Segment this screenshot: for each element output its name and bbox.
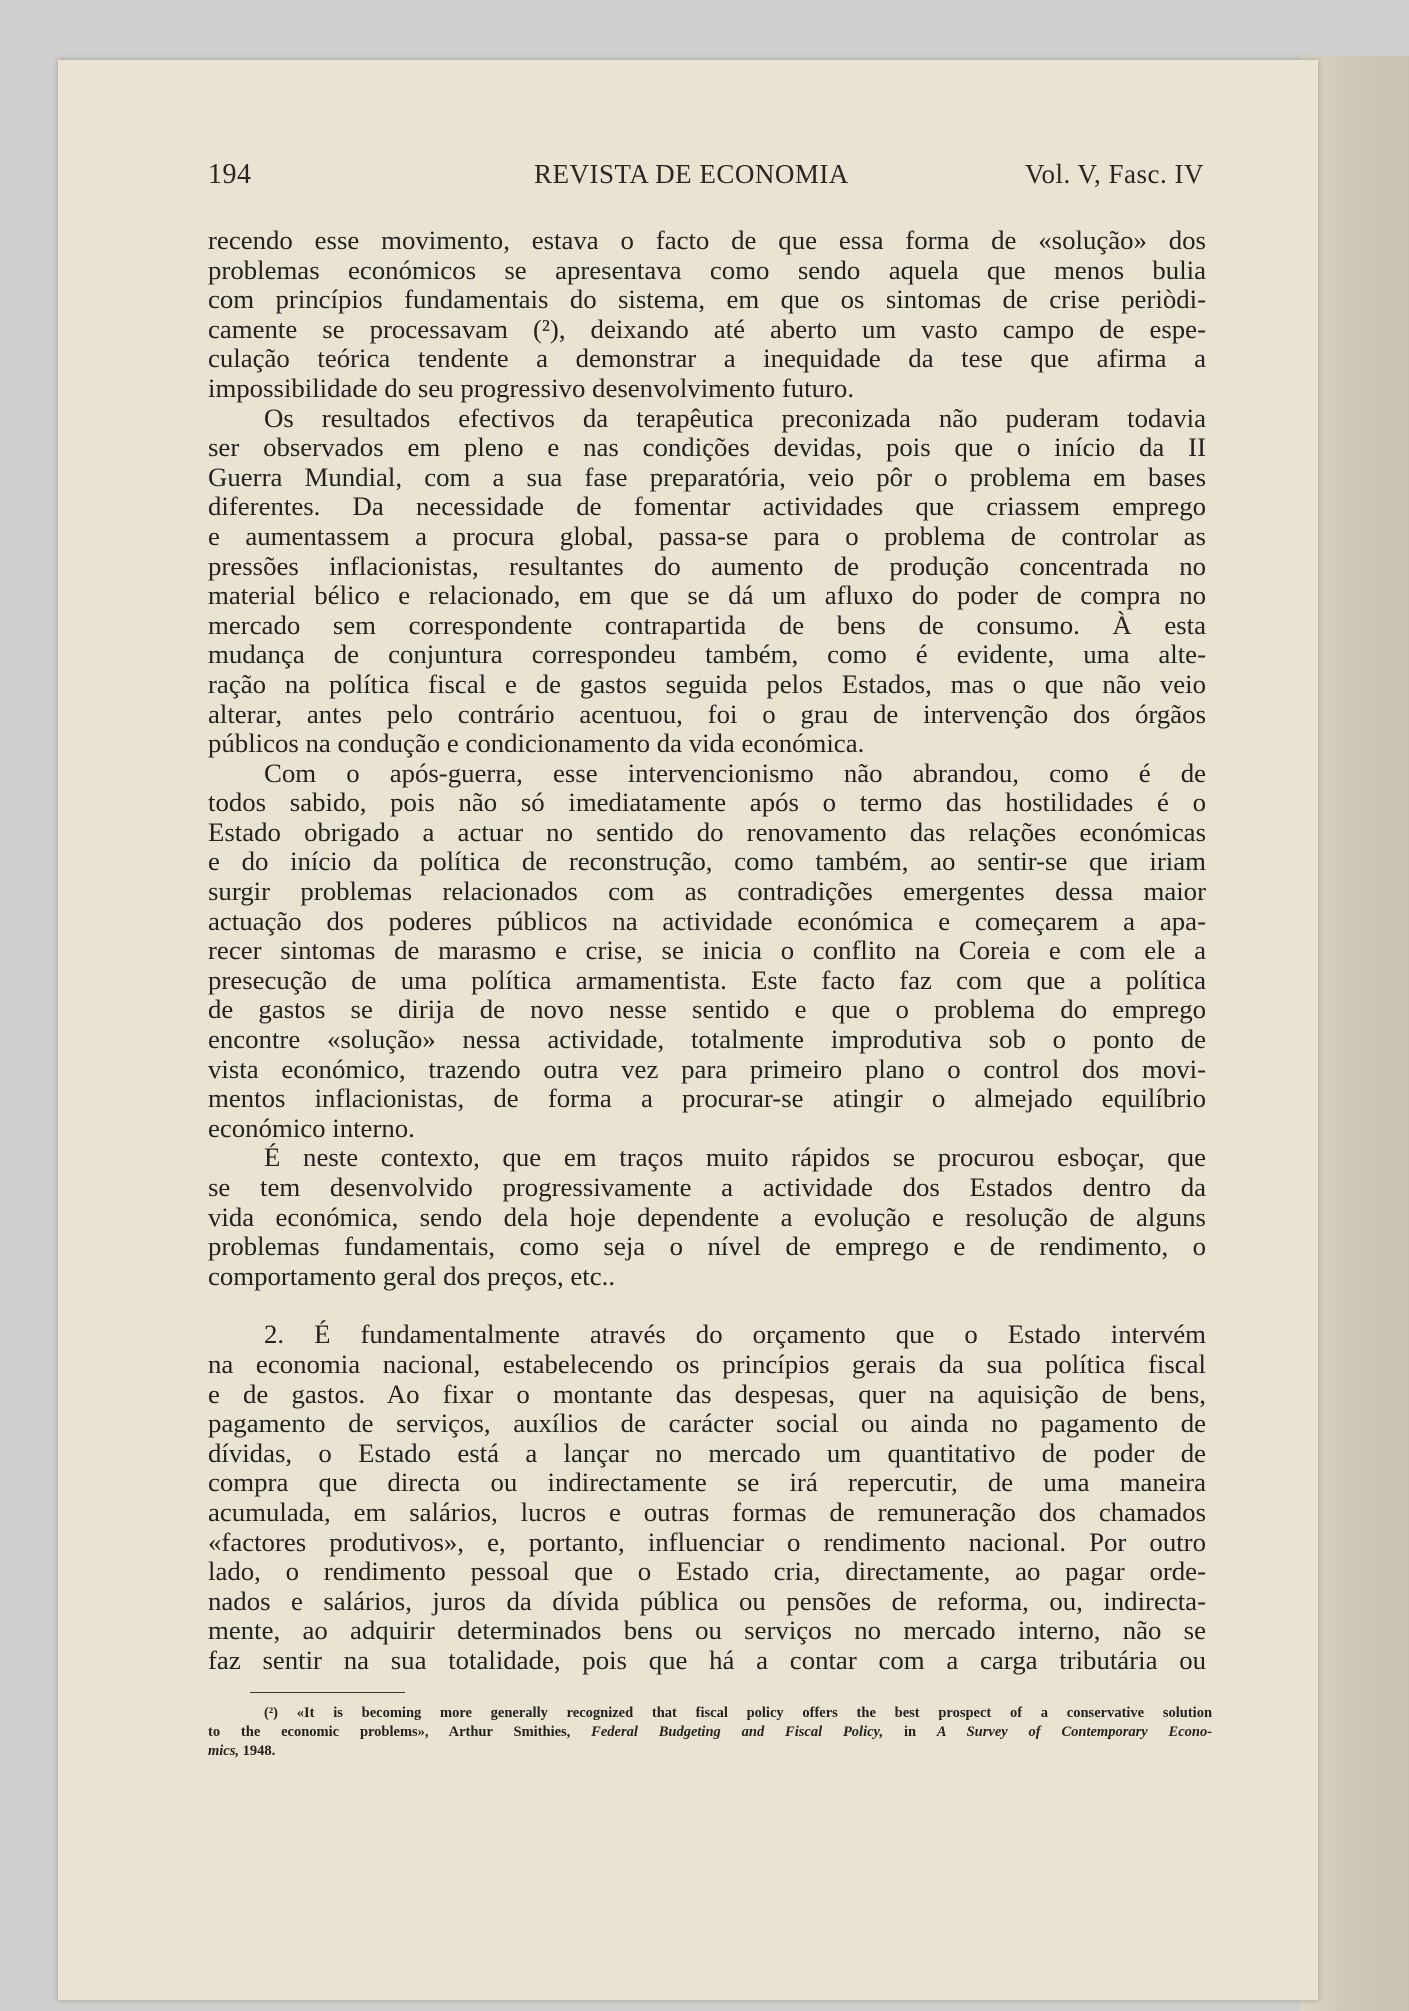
text-line: actuação dos poderes públicos na actividade económica e começarem a apa- — [208, 905, 1206, 936]
footnote-work: Federal Budgeting and Fiscal Policy, — [591, 1724, 884, 1740]
text-line: com princípios fundamentais do sistema, em que os sintomas de crise periòdi- — [208, 284, 1206, 315]
footnote-author: Arthur Smithies, — [448, 1724, 571, 1740]
text-line: mentos inflacionistas, de forma a procurar-se atingir o almejado equilíbrio — [208, 1083, 1206, 1114]
page-number: 194 — [208, 159, 252, 190]
text-line: e de gastos. Ao fixar o montante das despesas, quer na aquisição de bens, — [208, 1378, 1206, 1409]
text-line: 2. É fundamentalmente através do orçamento que o Estado intervém — [264, 1319, 1206, 1350]
footnote-quote: «It is becoming more generally recognized that fiscal policy offers the best prospect of a conservative solution — [296, 1705, 1213, 1721]
text-line: comportamento geral dos preços, etc.. — [208, 1260, 616, 1291]
text-line: todos sabido, pois não só imediatamente após o termo das hostilidades é o — [208, 787, 1206, 818]
text-line: se tem desenvolvido progressivamente a actividade dos Estados dentro da — [208, 1172, 1206, 1202]
text-line: «factores produtivos», e, portanto, influenciar o rendimento nacional. Por outro — [208, 1526, 1206, 1557]
footnote-book: A Survey of Contemporary Econo- — [936, 1724, 1213, 1740]
footnote-separator — [250, 1692, 405, 1693]
text-line: mudança de conjuntura correspondeu também, como é evidente, uma alte- — [208, 639, 1206, 670]
body-text — [208, 226, 1206, 1676]
footnote-line — [208, 1742, 1212, 1761]
text-line: económico interno. — [208, 1112, 415, 1143]
text-line: vista económico, trazendo outra vez para primeiro plano o control dos movi- — [208, 1053, 1206, 1084]
footnote-marker: (²) — [264, 1705, 279, 1721]
text-line: faz sentir na sua totalidade, pois que há a contar com a carga tributária ou — [208, 1644, 1206, 1675]
footnote-line — [208, 1723, 1212, 1742]
text-line: de gastos se dirija de novo nesse sentido e que o problema do emprego — [208, 994, 1206, 1025]
text-line: compra que directa ou indirectamente se irá repercutir, de uma maneira — [208, 1467, 1206, 1498]
text-line: públicos na condução e condicionamento da vida económica. — [208, 728, 865, 759]
text-line: ser observados em pleno e nas condições devidas, pois que o início da II — [208, 432, 1206, 463]
text-line: alterar, antes pelo contrário acentuou, foi o grau de intervenção dos órgãos — [208, 698, 1206, 729]
footnote-line — [208, 1704, 1212, 1723]
text-line: Estado obrigado a actuar no sentido do renovamento das relações económicas — [208, 816, 1206, 847]
footnote-quote-cont: to the economic problems», — [208, 1724, 429, 1740]
text-line: recer sintomas de marasmo e crise, se inicia o conflito na Coreia e com ele a — [208, 935, 1206, 966]
footnote-year: 1948. — [242, 1743, 276, 1759]
text-line: mente, ao adquirir determinados bens ou serviços no mercado interno, não se — [208, 1615, 1206, 1646]
text-line: encontre «solução» nessa actividade, totalmente improdutiva sob o ponto de — [208, 1024, 1206, 1055]
text-line: surgir problemas relacionados com as contradições emergentes dessa maior — [208, 876, 1206, 907]
text-line: dívidas, o Estado está a lançar no mercado um quantitativo de poder de — [208, 1437, 1206, 1468]
journal-title: REVISTA DE ECONOMIA — [534, 159, 849, 189]
text-line: e do início da política de reconstrução, como também, ao sentir-se que iriam — [208, 846, 1206, 877]
text-line: acumulada, em salários, lucros e outras formas de remuneração dos chamados — [208, 1496, 1206, 1527]
section-gap — [208, 1291, 1206, 1320]
text-line: diferentes. Da necessidade de fomentar actividades que criassem emprego — [208, 491, 1206, 522]
text-line: culação teórica tendente a demonstrar a inequidade da tese que afirma a — [208, 343, 1206, 374]
text-line: Guerra Mundial, com a sua fase preparatória, veio pôr o problema em bases — [208, 461, 1206, 492]
footnote-in: in — [903, 1724, 917, 1740]
text-line: recendo esse movimento, estava o facto de que essa forma de «solução» dos — [208, 225, 1206, 255]
text-line: problemas fundamentais, como seja o nível de emprego e de rendimento, o — [208, 1231, 1206, 1262]
text-line: lado, o rendimento pessoal que o Estado cria, directamente, ao pagar orde- — [208, 1556, 1206, 1587]
text-line: problemas económicos se apresentava como sendo aquela que menos bulia — [208, 254, 1206, 285]
text-line: material bélico e relacionado, em que se dá um afluxo do poder de compra no — [208, 580, 1206, 611]
text-line: ração na política fiscal e de gastos seguida pelos Estados, mas o que não veio — [208, 668, 1206, 699]
volume-issue: Vol. V, Fasc. IV — [1024, 159, 1204, 189]
text-line: pagamento de serviços, auxílios de carácter social ou ainda no pagamento de — [208, 1408, 1206, 1439]
footnote-book-cont: mics, — [208, 1743, 240, 1759]
text-line: É neste contexto, que em traços muito rápidos se procurou esboçar, que — [264, 1142, 1206, 1173]
text-line: vida económica, sendo dela hoje dependente a evolução e resolução de alguns — [208, 1201, 1206, 1232]
text-line: camente se processavam (²), deixando até aberto um vasto campo de espe- — [208, 313, 1206, 344]
text-line: impossibilidade do seu progressivo desenvolvimento futuro. — [208, 372, 855, 403]
text-line: pressões inflacionistas, resultantes do aumento de produção concentrada no — [208, 550, 1206, 581]
text-line: Os resultados efectivos da terapêutica preconizada não puderam todavia — [264, 402, 1206, 433]
text-line: mercado sem correspondente contrapartida de bens de consumo. À esta — [208, 609, 1206, 640]
footnote — [208, 1704, 1212, 1761]
text-line: na economia nacional, estabelecendo os princípios gerais da sua política fiscal — [208, 1348, 1206, 1379]
text-line: Com o após-guerra, esse intervencionismo não abrandou, como é de — [264, 757, 1206, 788]
text-line: e aumentassem a procura global, passa-se para o problema de controlar as — [208, 520, 1206, 551]
text-line: nados e salários, juros da dívida pública ou pensões de reforma, ou, indirecta- — [208, 1585, 1206, 1616]
text-line: presecução de uma política armamentista. Este facto faz com que a política — [208, 964, 1206, 995]
